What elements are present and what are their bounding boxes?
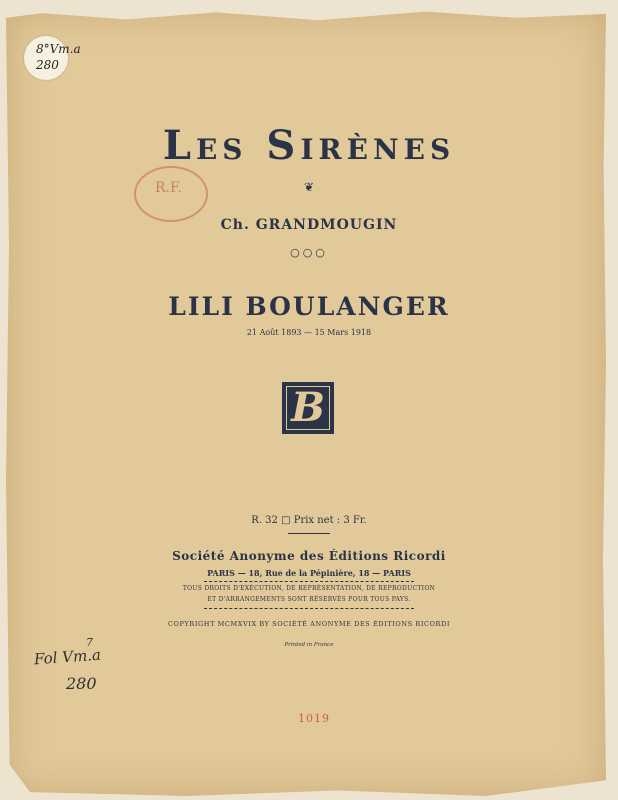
composer-name: LILI BOULANGER: [168, 292, 450, 321]
publisher-address: PARIS — 18, Rue de la Pépinière, 18 — PARIS: [207, 568, 411, 578]
handwritten-number: 280: [66, 674, 97, 693]
divider-line: [288, 533, 330, 534]
rights-line-2: ET D'ARRANGEMENTS SONT RÉSERVÉS POUR TOUS PAYS.: [207, 596, 411, 603]
publisher-name: Société Anonyme des Éditions Ricordi: [172, 549, 446, 563]
handwritten-superscript: 7: [86, 636, 93, 649]
score-title: Les Sirènes: [162, 122, 456, 169]
divider-dots: ○○○: [290, 246, 328, 259]
copyright-notice: COPYRIGHT MCMXVIX BY SOCIÉTÉ ANONYME DES ÉDITIONS RICORDI: [167, 620, 451, 628]
call-number-line-1: 8°Vm.a: [36, 42, 81, 56]
price-line: R. 32 □ Prix net : 3 Fr.: [251, 515, 367, 526]
poet-name: Ch. GRANDMOUGIN: [220, 217, 398, 233]
rights-line-1: TOUS DROITS D'EXÉCUTION, DE REPRÉSENTATION, DE REPRODUCTION: [182, 585, 436, 592]
logo-letter: B: [291, 384, 325, 431]
composer-dates: 21 Août 1893 — 15 Mars 1918: [246, 328, 372, 337]
publisher-logo: [282, 382, 334, 434]
ornament-icon: ❦: [303, 180, 315, 194]
inventory-number: 1019: [298, 712, 330, 725]
call-number-line-2: 280: [36, 58, 59, 72]
stamp-text: R.F.: [155, 180, 182, 196]
handwritten-call-number: Fol Vm.a: [33, 645, 102, 669]
printed-in: Printed in France: [284, 642, 334, 648]
